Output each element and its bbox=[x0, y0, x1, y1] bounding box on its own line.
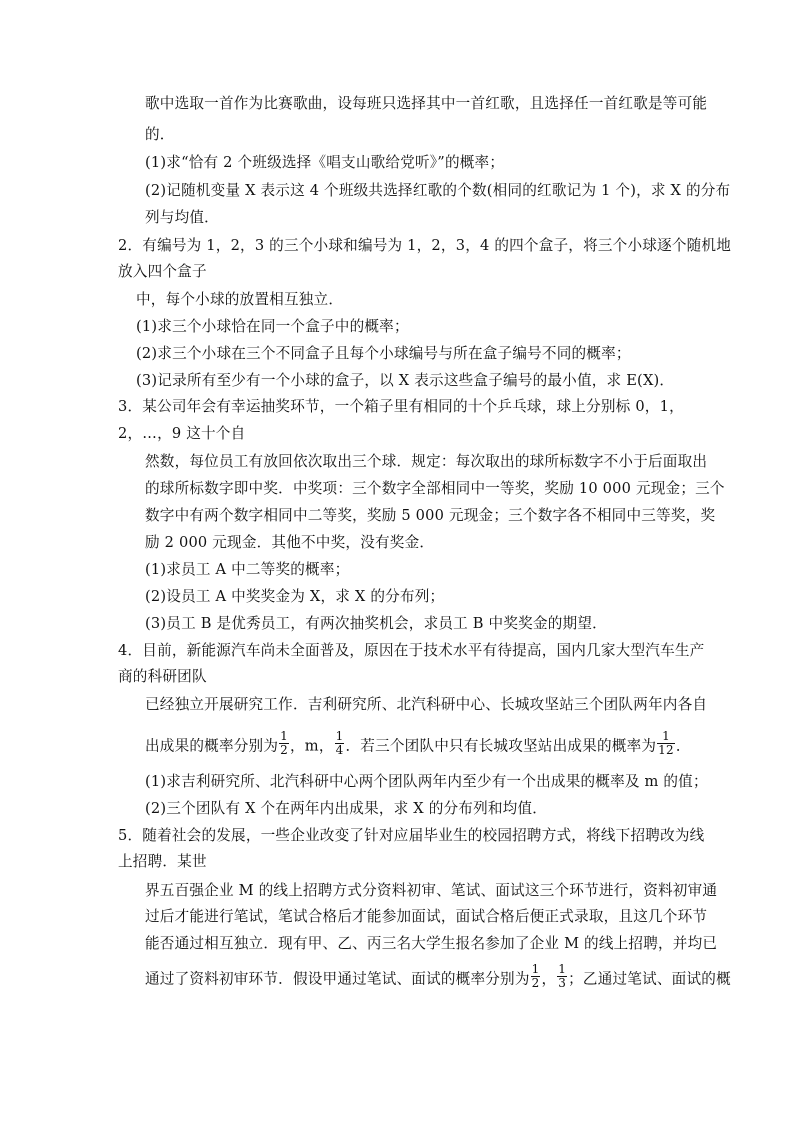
text-line: (2)求三个小球在三个不同盒子且每个小球编号与所在盒子编号不同的概率； bbox=[136, 345, 631, 362]
text-segment: ， bbox=[541, 970, 557, 988]
text-segment: ． bbox=[675, 737, 691, 755]
question-2-line: 2．有编号为 1，2，3 的三个小球和编号为 1，2，3，4 的四个盒子，将三个小球逐个随机地 bbox=[118, 237, 732, 254]
fraction-half: $\frac{1}{2}$ bbox=[280, 729, 288, 757]
formula-line bbox=[145, 962, 731, 993]
text-line: (1)求“恰有 2 个班级选择《唱支山歌给党听》”的概率； bbox=[145, 154, 505, 171]
text-line: (1)求三个小球恰在同一个盒子中的概率； bbox=[136, 318, 409, 335]
text-segment: 出成果的概率分别为 bbox=[145, 737, 279, 755]
text-line: 2，…，9 这十个自 bbox=[118, 425, 246, 442]
text-line: 过后才能进行笔试，笔试合格后才能参加面试，面试合格后便正式录取，且这几个环节 bbox=[145, 908, 708, 925]
text-line: 上招聘．某世 bbox=[118, 853, 207, 870]
text-line: (1)求员工 A 中二等奖的概率； bbox=[145, 561, 350, 578]
text-line: 界五百强企业 M 的线上招聘方式分资料初审、笔试、面试这三个环节进行，资料初审通 bbox=[145, 882, 718, 899]
fraction-third: $\frac{1}{3}$ bbox=[558, 962, 567, 990]
text-line: (1)求吉利研究所、北汽科研中心两个团队两年内至少有一个出成果的概率及 m 的值； bbox=[145, 773, 708, 790]
question-4-line: 4．目前，新能源汽车尚未全面普及，原因在于技术水平有待提高，国内几家大型汽车生产 bbox=[118, 642, 705, 659]
text-line: 歌中选取一首作为比赛歌曲，设每班只选择其中一首红歌，且选择任一首红歌是等可能 bbox=[145, 95, 708, 112]
question-3-line: 3．某公司年会有幸运抽奖环节，一个箱子里有相同的十个乒乓球，球上分别标 0，1， bbox=[118, 398, 684, 415]
text-line: 的． bbox=[145, 126, 175, 143]
text-segment: ，m， bbox=[290, 737, 334, 755]
text-line: 能否通过相互独立．现有甲、乙、丙三名大学生报名参加了企业 M 的线上招聘，并均已 bbox=[145, 935, 718, 952]
text-segment: ；乙通过笔试、面试的概 bbox=[568, 970, 731, 988]
fraction-half: $\frac{1}{2}$ bbox=[531, 962, 540, 990]
text-segment: 通过了资料初审环节．假设甲通过笔试、面试的概率分别为 bbox=[145, 970, 530, 988]
text-line: (3)记录所有至少有一个小球的盒子，以 X 表示这些盒子编号的最小值，求 E(X)． bbox=[136, 372, 675, 389]
text-line: 励 2 000 元现金．其他不中奖，没有奖金． bbox=[145, 534, 435, 551]
text-segment: ．若三个团队中只有长城攻坚站出成果的概率为 bbox=[345, 737, 657, 755]
text-line: 列与均值． bbox=[145, 209, 219, 226]
fraction-quarter: $\frac{1}{4}$ bbox=[335, 729, 344, 757]
text-line: (2)设员工 A 中奖奖金为 X，求 X 的分布列； bbox=[145, 588, 445, 605]
question-5-line: 5．随着社会的发展，一些企业改变了针对应届毕业生的校园招聘方式，将线下招聘改为线 bbox=[118, 827, 705, 844]
text-line: 放入四个盒子 bbox=[118, 263, 207, 280]
formula-line bbox=[145, 729, 691, 760]
text-line: (2)三个团队有 X 个在两年内出成果，求 X 的分布列和均值． bbox=[145, 800, 548, 817]
text-line: 数字中有两个数字相同中二等奖，奖励 5 000 元现金；三个数字各不相同中三等奖，奖 bbox=[145, 507, 716, 524]
text-line: 商的科研团队 bbox=[118, 668, 207, 685]
text-line: 已经独立开展研究工作．吉利研究所、北汽科研中心、长城攻坚站三个团队两年内各自 bbox=[145, 696, 708, 713]
text-line: 的球所标数字即中奖．中奖项：三个数字全部相同中一等奖，奖励 10 000 元现金；三个 bbox=[145, 480, 725, 497]
text-line: 中，每个小球的放置相互独立． bbox=[136, 291, 344, 308]
text-line: (3)员工 B 是优秀员工，有两次抽奖机会，求员工 B 中奖奖金的期望． bbox=[145, 615, 607, 632]
fraction-twelfth: $\frac{1}{12}$ bbox=[658, 729, 674, 757]
text-line: 然数，每位员工有放回依次取出三个球．规定：每次取出的球所标数字不小于后面取出 bbox=[145, 453, 708, 470]
text-line: (2)记随机变量 X 表示这 4 个班级共选择红歌的个数(相同的红歌记为 1 个)，求 X 的分布 bbox=[145, 182, 731, 199]
